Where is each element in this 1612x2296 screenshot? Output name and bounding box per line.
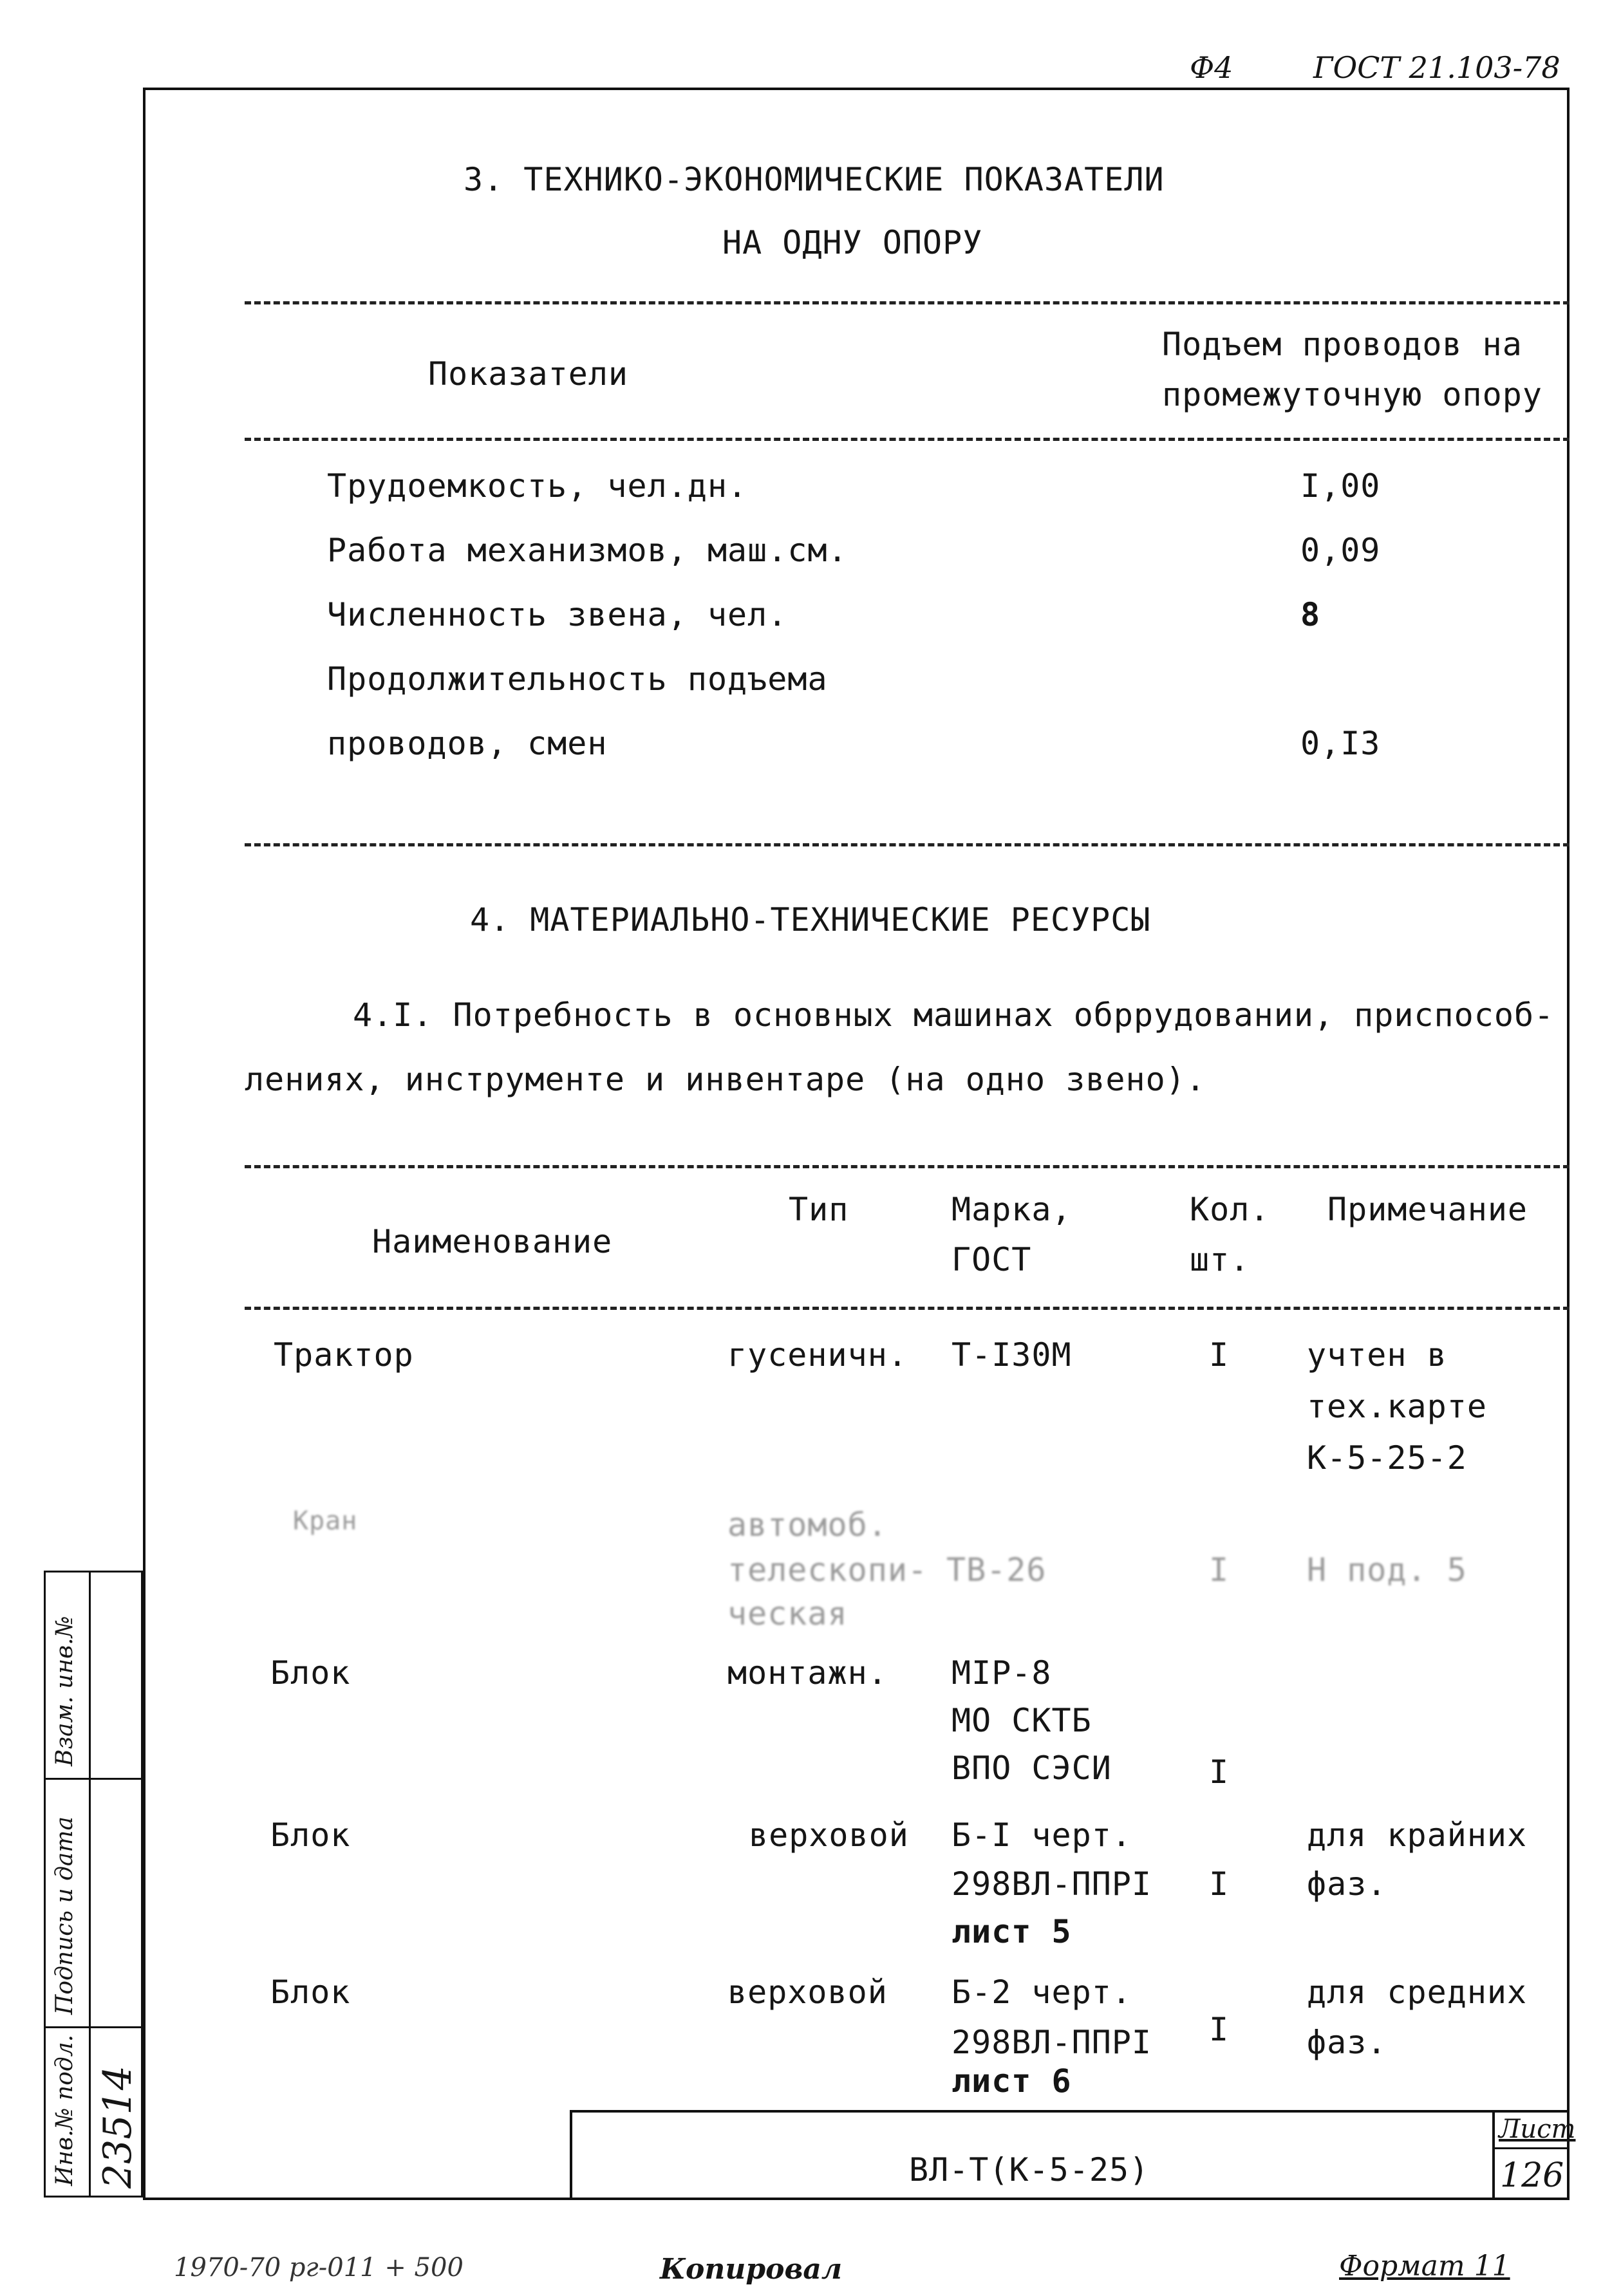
equipment-qty: I: [1209, 1865, 1230, 1903]
section4-paragraph-line2: лениях, инструменте и инвентаре (на одно звено).: [245, 1061, 1206, 1098]
equipment-note: фаз.: [1307, 1865, 1387, 1903]
indicator-label: проводов, смен: [327, 725, 608, 762]
equipment-mark: лист 5: [951, 1913, 1072, 1950]
equipment-type: ческая: [727, 1595, 848, 1632]
equipment-type: автомоб.: [727, 1506, 888, 1544]
equipment-type: телескопи-: [727, 1551, 928, 1589]
column-header-type: Тип: [789, 1191, 849, 1228]
section3-title: 3. ТЕХНИКО-ЭКОНОМИЧЕСКИЕ ПОКАЗАТЕЛИ: [464, 161, 1165, 198]
section3-subtitle: НА ОДНУ ОПОРУ: [722, 224, 983, 261]
equipment-note: К-5-25-2: [1307, 1439, 1467, 1477]
equipment-name: Кран: [293, 1506, 358, 1536]
equipment-note: для средних: [1307, 1974, 1528, 2011]
indicator-label: Численность звена, чел.: [327, 596, 788, 633]
equipment-mark: Б-I черт.: [951, 1816, 1132, 1854]
column-header-mark: ГОСТ: [951, 1241, 1032, 1278]
stamp-sign-label: Подпись и дата: [52, 1816, 78, 2015]
footer-right: Формат 11: [1339, 2250, 1510, 2282]
equipment-qty: I: [1209, 1753, 1230, 1791]
indicator-label: Трудоемкость, чел.дн.: [327, 467, 748, 505]
equipment-mark: ТВ-26: [946, 1551, 1047, 1589]
column-header-qty: шт.: [1190, 1241, 1250, 1278]
section3-table-bottom-rule: [245, 843, 1570, 846]
equipment-qty: I: [1209, 1551, 1230, 1589]
equipment-note: учтен в: [1307, 1336, 1447, 1374]
stamp-divider: [44, 2026, 143, 2028]
stamp-inv-label: Инв.№ подл.: [52, 2034, 78, 2186]
footer-center: Копировал: [660, 2253, 843, 2286]
column-header-name: Наименование: [372, 1223, 613, 1260]
section3-header-indicator: Показатели: [428, 355, 629, 393]
indicator-value: I,00: [1300, 467, 1381, 505]
equipment-mark: 298ВЛ-ППРI: [951, 1865, 1152, 1903]
section4-table-top-rule: [245, 1165, 1570, 1168]
equipment-mark: Б-2 черт.: [951, 1974, 1132, 2011]
equipment-qty: I: [1209, 1336, 1230, 1374]
column-header-note: Примечание: [1327, 1191, 1528, 1228]
sheet-code: Ф4: [1190, 50, 1233, 85]
equipment-mark: Т-I30М: [951, 1336, 1072, 1374]
sheet-label: Лист: [1499, 2114, 1576, 2144]
equipment-mark: ВПО СЭСИ: [951, 1750, 1112, 1787]
document-code: ВЛ-Т(К-5-25): [909, 2151, 1150, 2189]
equipment-name: Трактор: [274, 1336, 414, 1374]
column-header-mark: Марка,: [951, 1191, 1072, 1228]
section3-header-value-line2: промежуточную опору: [1162, 376, 1542, 413]
equipment-qty: I: [1209, 2011, 1230, 2048]
section3-header-rule: [245, 438, 1570, 441]
section3-header-value-line1: Подъем проводов на: [1162, 326, 1523, 363]
sheet-number: 126: [1500, 2156, 1564, 2195]
footer-left: 1970-70 рг-011 + 500: [174, 2253, 464, 2282]
equipment-mark: МIР-8: [951, 1654, 1052, 1692]
equipment-mark: МО СКТБ: [951, 1702, 1092, 1739]
stamp-divider: [89, 1571, 91, 2198]
stamp-inv-number: 23514: [95, 2066, 140, 2189]
stamp-replace-label: Взам. инв.№: [52, 1616, 78, 1766]
indicator-label: Продолжительность подъема: [327, 660, 828, 698]
equipment-mark: лист 6: [951, 2062, 1072, 2100]
indicator-label: Работа механизмов, маш.см.: [327, 532, 848, 569]
section4-paragraph-line1: 4.I. Потребность в основных машинах обррудовании, приспособ-: [353, 996, 1555, 1034]
sheet-cell-divider: [1492, 2147, 1570, 2149]
section4-title: 4. МАТЕРИАЛЬНО-ТЕХНИЧЕСКИЕ РЕСУРСЫ: [470, 901, 1151, 938]
equipment-type: гусеничн.: [727, 1336, 908, 1374]
section3-table-top-rule: [245, 301, 1570, 304]
equipment-type: верховой: [749, 1816, 909, 1854]
equipment-note: тех.карте: [1307, 1388, 1487, 1425]
column-header-qty: Кол.: [1190, 1191, 1270, 1228]
equipment-type: верховой: [727, 1974, 888, 2011]
equipment-name: Блок: [270, 1654, 351, 1692]
equipment-name: Блок: [270, 1974, 351, 2011]
indicator-value: 0,I3: [1300, 725, 1381, 762]
equipment-mark: 298ВЛ-ППРI: [951, 2024, 1152, 2061]
equipment-note: Н под. 5: [1307, 1551, 1467, 1589]
stamp-divider: [44, 1778, 143, 1780]
equipment-name: Блок: [270, 1816, 351, 1854]
indicator-value: 8: [1300, 596, 1321, 633]
equipment-note: фаз.: [1307, 2024, 1387, 2061]
gost-reference: ГОСТ 21.103-78: [1313, 50, 1560, 85]
equipment-note: для крайних: [1307, 1816, 1528, 1854]
indicator-value: 0,09: [1300, 532, 1381, 569]
equipment-type: монтажн.: [727, 1654, 888, 1692]
section4-header-rule: [245, 1307, 1570, 1310]
